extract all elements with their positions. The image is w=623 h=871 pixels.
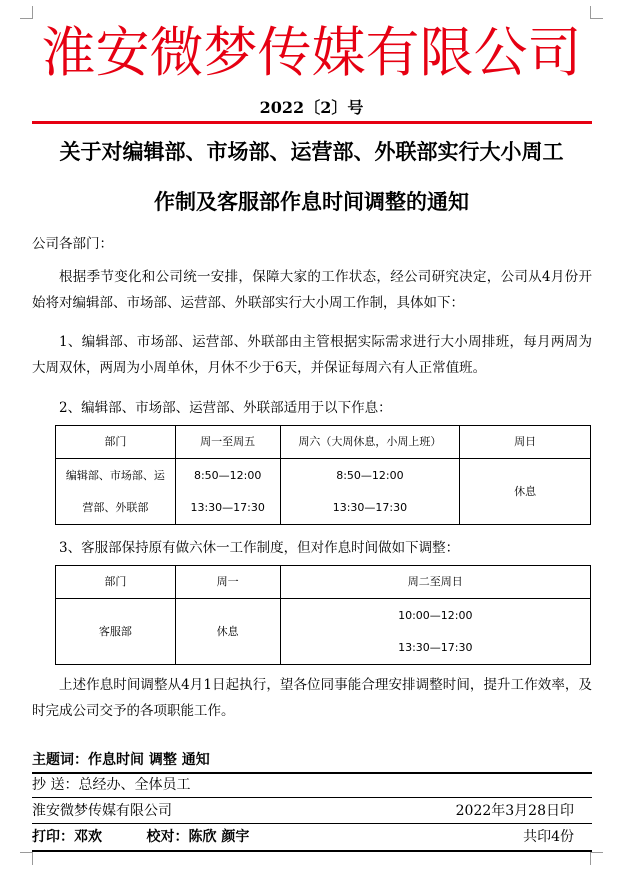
corner-mark-bottom-right [590,852,603,865]
issuer-name: 淮安微梦传媒有限公司 [32,803,172,819]
cc-label: 抄 送： [32,777,79,793]
cc-row [32,774,592,796]
saturday-hours-cell [280,459,460,525]
document-title-line-1: 关于对编辑部、市场部、运营部、外联部实行大小周工 [59,139,564,164]
salutation: 公司各部门： [32,236,113,252]
footer-divider [32,823,592,824]
weekday-afternoon-hours: 13:30—17:30 [190,500,265,514]
subject-words: 作息时间 调整 通知 [88,752,210,768]
department-line-2: 营部、外联部 [82,500,149,514]
header-department: 部门 [56,426,176,459]
department-cell: 客服部 [56,599,176,665]
saturday-morning-hours: 8:50—12:00 [336,468,404,482]
item-1-paragraph: 1、编辑部、市场部、运营部、外联部由主管根据实际需求进行大小周排班，每月两周为大周双休，两周为小周单休，月休不少于6天，并保证每周六有人正常值班。 [32,334,592,376]
department-cell [56,459,176,525]
print-info-row [32,826,592,848]
department-line-1: 编辑部、市场部、运 [65,468,165,482]
copies-count: 共印4份 [523,829,574,845]
tue-to-sun-hours-cell [280,599,590,665]
issue-date: 2022年3月28日印 [455,803,574,819]
subject-words-label: 主题词： [32,752,88,768]
header-saturday: 周六（大周休息，小周上班） [280,426,460,459]
weekday-hours-cell [175,459,280,525]
table-header-row [56,426,591,459]
schedule-table-customer-service [55,565,591,665]
header-weekdays: 周一至周五 [175,426,280,459]
saturday-afternoon-hours: 13:30—17:30 [332,500,408,514]
corner-mark-bottom-left [20,852,33,865]
document-title-line-2: 作制及客服部作息时间调整的通知 [154,189,469,214]
item-3-paragraph: 3、客服部保持原有做六休一工作制度，但对作息时间做如下调整： [59,540,460,556]
intro-paragraph: 根据季节变化和公司统一安排，保障大家的工作状态，经公司研究决定，公司从4月份开始将对编辑部、市场部、运营部、外联部实行大小周工作制，具体如下： [32,269,592,311]
table-row [56,599,591,665]
monday-cell: 休息 [175,599,280,665]
item-2-paragraph: 2、编辑部、市场部、运营部、外联部适用于以下作息： [59,400,392,416]
weekday-morning-hours: 8:50—12:00 [193,468,262,482]
header-sunday: 周日 [460,426,591,459]
morning-hours: 10:00—12:00 [398,608,473,622]
red-divider [32,121,592,124]
table-header-row [56,566,591,599]
print-label: 打印： [32,829,74,845]
header-department: 部门 [56,566,176,599]
afternoon-hours: 13:30—17:30 [398,640,473,654]
header-tue-to-sun: 周二至周日 [280,566,590,599]
closing-paragraph: 上述作息时间调整从4月1日起执行，望各位同事能合理安排调整时间，提升工作效率，及时完成公司交予的各项职能工作。 [32,677,592,719]
table-row [56,459,591,525]
issuer-row [32,800,592,822]
organization-header: 淮安微梦传媒有限公司 [41,21,582,84]
subject-words-row [32,749,592,771]
footer-divider [32,797,592,798]
header-monday: 周一 [175,566,280,599]
cc-recipients: 总经办、全体员工 [78,777,191,793]
document-number: 2022〔2〕号 [259,98,364,117]
printer-name: 邓欢 [74,829,102,845]
schedule-table-departments [55,425,591,525]
proof-label: 校对： [146,829,189,845]
sunday-cell: 休息 [460,459,591,525]
proofreader-names: 陈欣 颜宇 [188,829,250,845]
footer-divider-thick [32,850,592,852]
